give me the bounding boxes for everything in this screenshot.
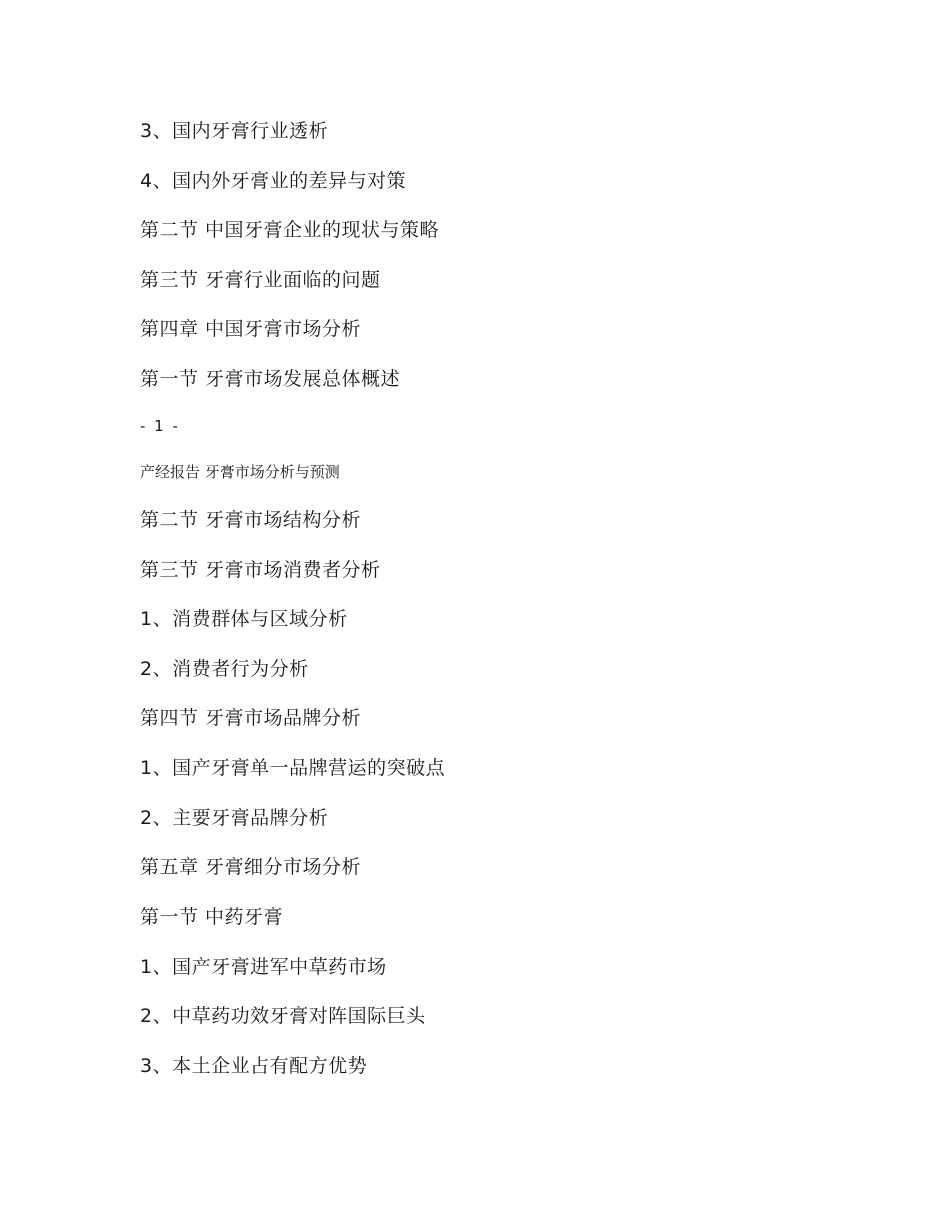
running-header: 产经报告 牙膏市场分析与预测	[140, 463, 340, 481]
toc-entry: 第二节 中国牙膏企业的现状与策略	[140, 219, 440, 241]
toc-entry: 第五章 牙膏细分市场分析	[140, 856, 362, 878]
toc-entry: 1、国产牙膏进军中草药市场	[140, 956, 387, 978]
toc-entry: 第四章 中国牙膏市场分析	[140, 318, 362, 340]
toc-entry: 第一节 牙膏市场发展总体概述	[140, 368, 401, 390]
toc-entry: 第四节 牙膏市场品牌分析	[140, 707, 362, 729]
toc-entry: 3、本土企业占有配方优势	[140, 1055, 368, 1077]
toc-entry: 3、国内牙膏行业透析	[140, 120, 329, 142]
page-number: - 1 -	[140, 417, 180, 435]
toc-entry: 第三节 牙膏市场消费者分析	[140, 559, 381, 581]
toc-entry: 第三节 牙膏行业面临的问题	[140, 269, 381, 291]
toc-entry: 第一节 中药牙膏	[140, 906, 284, 928]
toc-entry: 4、国内外牙膏业的差异与对策	[140, 170, 407, 192]
toc-entry: 2、中草药功效牙膏对阵国际巨头	[140, 1005, 426, 1027]
toc-entry: 1、国产牙膏单一品牌营运的突破点	[140, 757, 446, 779]
toc-entry: 第二节 牙膏市场结构分析	[140, 509, 362, 531]
toc-entry: 2、消费者行为分析	[140, 658, 309, 680]
toc-entry: 1、消费群体与区域分析	[140, 608, 348, 630]
toc-entry: 2、主要牙膏品牌分析	[140, 807, 329, 829]
